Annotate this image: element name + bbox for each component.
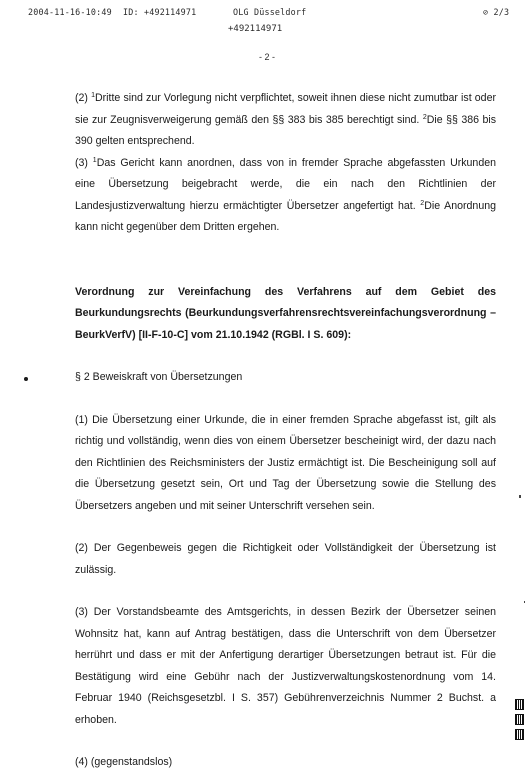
- section-2-paragraph-2: (2) Der Gegenbeweis gegen die Richtigkeit oder Vollständigkeit der Übersetzung ist zulässig.: [75, 542, 496, 576]
- paragraph-2-sentence-2: Die §§ 386 bis 390 gelten entsprechend.: [75, 113, 496, 147]
- sentence-2-marker: 2: [420, 199, 425, 207]
- sentence-1-marker: 1: [91, 92, 95, 99]
- section-2-paragraph-4: (4) (gegenstandslos): [75, 756, 173, 768]
- scan-speck: [519, 495, 521, 498]
- regulation-heading: Verordnung zur Vereinfachung des Verfahrens auf dem Gebiet des Beurkundungsrechts (Beurkundungsverfahrensrechtsvereinfachungsverordnung – BeurkVerfV) [II-F-10-C] vom 21.10.1942 (RGBl. I S. 609):: [75, 285, 496, 341]
- fax-transmission-header: [28, 7, 508, 23]
- page-number: - 2 -: [259, 52, 276, 62]
- fax-number: +492114971: [228, 24, 283, 34]
- corner-mark: [515, 714, 524, 725]
- paragraph-3-sentence-2: Die Anordnung kann nicht gegenüber dem Dritten ergehen.: [75, 199, 496, 233]
- paragraph-2: [75, 88, 496, 153]
- section-2-paragraph-1: (1) Die Übersetzung einer Urkunde, die in einer fremden Sprache abgefasst ist, gilt als richtig und vollständig, wenn dies von einem Übersetzer bescheinigt wird, der dazu nach den Richtlinien des Reichsministers der Justiz ermächtigt ist. Die Bescheinigung soll auf die Übersetzung gesetzt sein, Ort und Tag der Übersetzung sowie die Stellung des Übersetzers angeben und mit seiner Unterschrift versehen sein.: [75, 413, 496, 512]
- scan-speck: [524, 601, 525, 603]
- corner-mark: [515, 729, 524, 740]
- document-body: [75, 88, 496, 774]
- section-title: § 2 Beweiskraft von Übersetzungen: [75, 371, 243, 383]
- fax-page-count-value: 2/3: [493, 7, 510, 17]
- fax-organization: OLG Düsseldorf: [233, 7, 307, 17]
- paragraph-3: [75, 153, 496, 239]
- sentence-2-marker: 2: [422, 113, 427, 121]
- fax-datetime: 2004-11-16-10:49: [28, 7, 112, 17]
- paragraph-2-sentence-1: Dritte sind zur Vorlegung nicht verpflichtet, soweit ihnen diese nicht zumutbar ist oder sie zur Zeugnisverweigerung gemäß den §§ 383 bis 385 berechtigt sind.: [75, 92, 496, 126]
- fax-page-count: ⊘ 2/3: [483, 7, 510, 17]
- sentence-1-marker: 1: [92, 156, 97, 164]
- fax-id: ID: +492114971: [123, 7, 197, 17]
- scan-corner-marks: [515, 699, 525, 739]
- section-2-paragraph-3: (3) Der Vorstandsbeamte des Amtsgerichts, in dessen Bezirk der Übersetzer seinen Wohnsitz hat, kann auf Antrag bestätigen, dass die Unterschrift von dem Übersetzer herrührt und dass er mit der Anfertigung derartiger Übersetzungen betraut ist. Für die Bestätigung wird eine Gebühr nach der Justizverwaltungskostenordnung vom 14. Februar 1940 (Reichsgesetzbl. I S. 357) Gebührenverzeichnis Nummer 2 Buchst. a erhoben.: [75, 606, 496, 726]
- paragraph-2-number: (2): [75, 92, 92, 104]
- corner-mark: [515, 699, 524, 710]
- margin-bullet-dot: [24, 377, 28, 381]
- paragraph-3-sentence-1: Das Gericht kann anordnen, dass von in fremder Sprache abgefassten Urkunden eine Übersetzung beigebracht werde, die ein nach den Richtlinien der Landesjustizverwaltung hierzu ermächtigter Übersetzer angefertigt hat.: [75, 156, 496, 212]
- paragraph-3-number: (3): [75, 156, 93, 169]
